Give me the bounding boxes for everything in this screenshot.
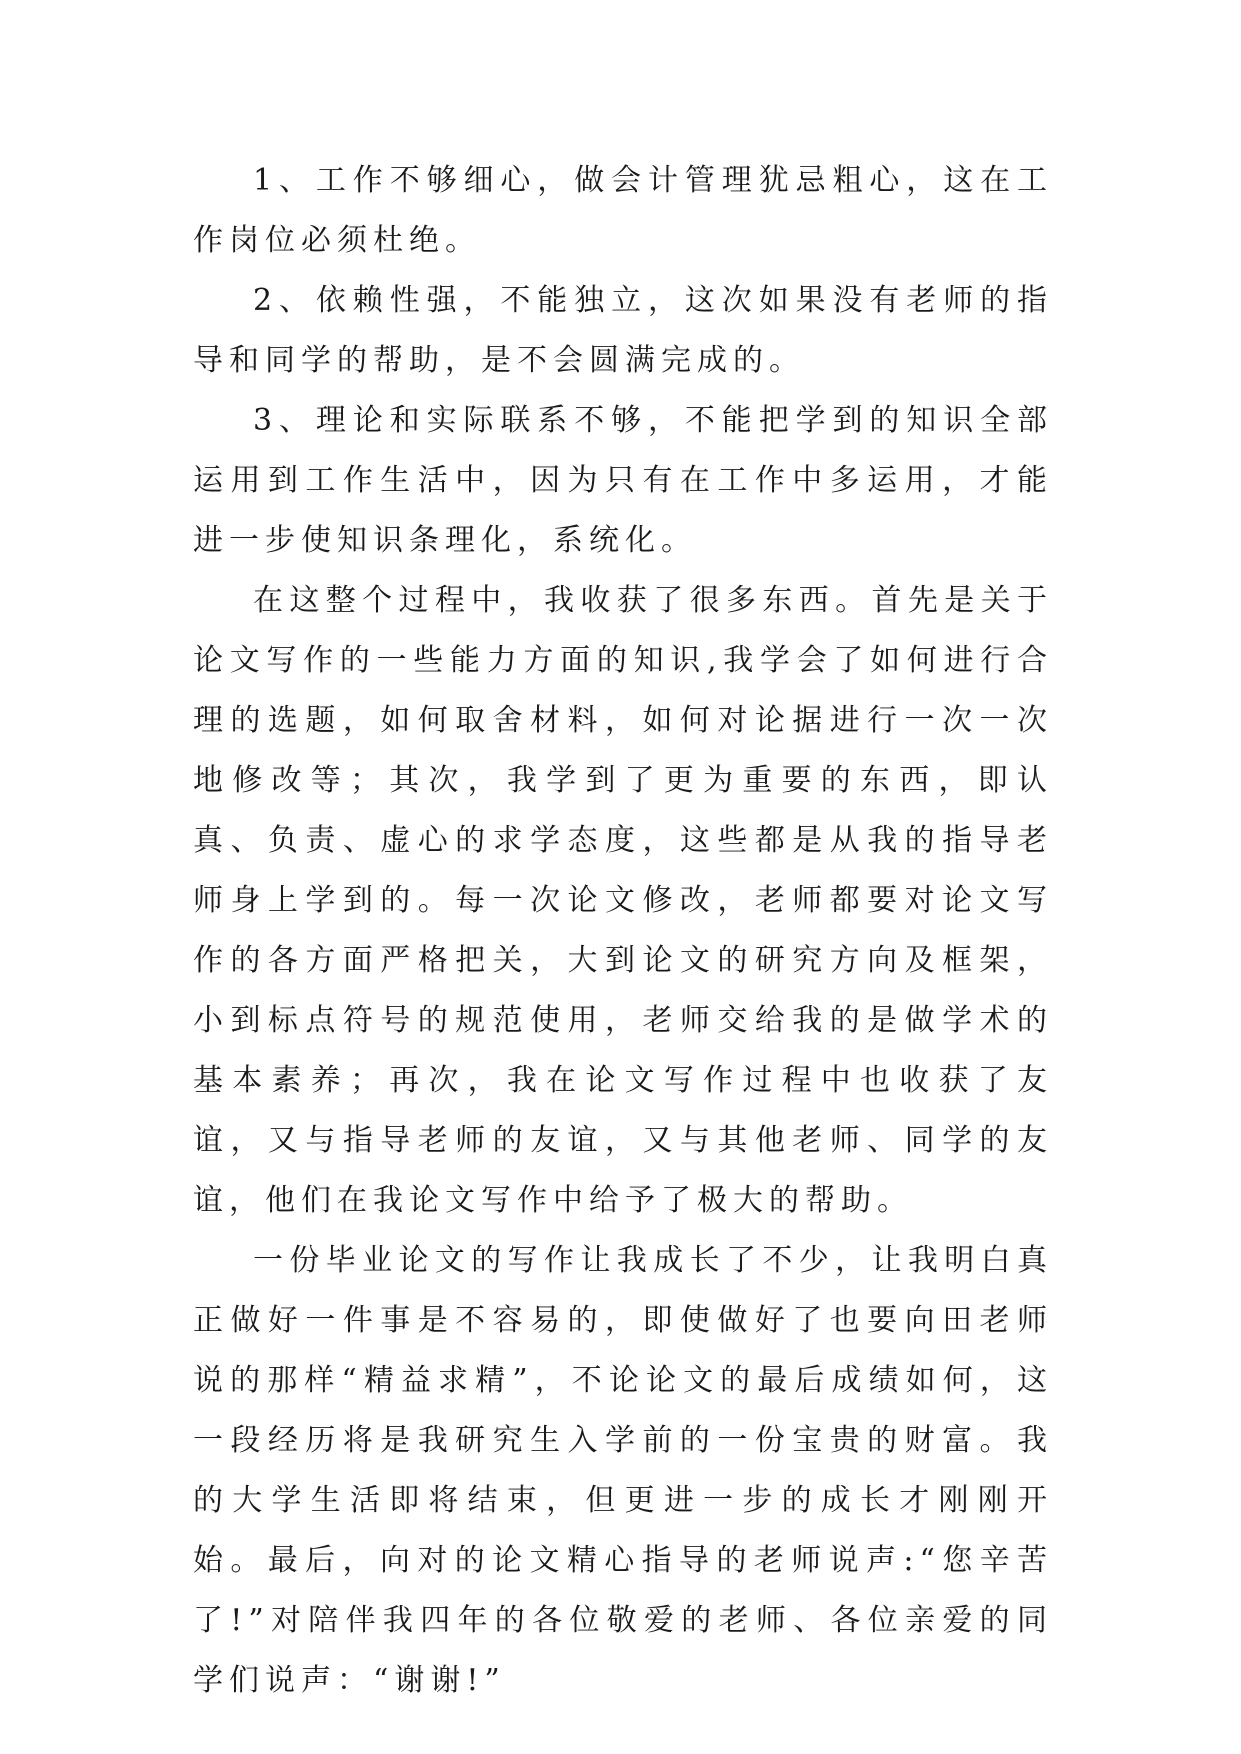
paragraph-shortcoming-2: 2、依赖性强，不能独立，这次如果没有老师的指导和同学的帮助，是不会圆满完成的。 [193, 283, 1053, 378]
paragraph-gains: 在这整个过程中，我收获了很多东西。首先是关于论文写作的一些能力方面的知识,我学会了如何进行合理的选题，如何取舍材料，如何对论据进行一次一次地修改等；其次，我学到了更为重要的东西，即认真、负责、虚心的求学态度，这些都是从我的指导老师身上学到的。每一次论文修改，老师都要对论文写作的各方面严格把关，大到论文的研究方向及框架，小到标点符号的规范使用，老师交给我的是做学术的基本素养；再次，我在论文写作过程中也收获了友谊，又与指导老师的友谊，又与其他老师、同学的友谊，他们在我论文写作中给予了极大的帮助。 [193, 583, 1053, 1218]
document-body [193, 151, 1053, 1711]
paragraph-shortcoming-3: 3、理论和实际联系不够，不能把学到的知识全部运用到工作生活中，因为只有在工作中多运用，才能进一步使知识条理化，系统化。 [193, 403, 1053, 558]
paragraph-shortcoming-1: 1、工作不够细心，做会计管理犹忌粗心，这在工作岗位必须杜绝。 [193, 163, 1053, 258]
paragraph-conclusion: 一份毕业论文的写作让我成长了不少，让我明白真正做好一件事是不容易的，即使做好了也要向田老师说的那样“精益求精”，不论论文的最后成绩如何，这一段经历将是我研究生入学前的一份宝贵的财富。我的大学生活即将结束，但更进一步的成长才刚刚开始。最后，向对的论文精心指导的老师说声:“您辛苦了!”对陪伴我四年的各位敬爱的老师、各位亲爱的同学们说声：“谢谢!” [193, 1243, 1053, 1698]
